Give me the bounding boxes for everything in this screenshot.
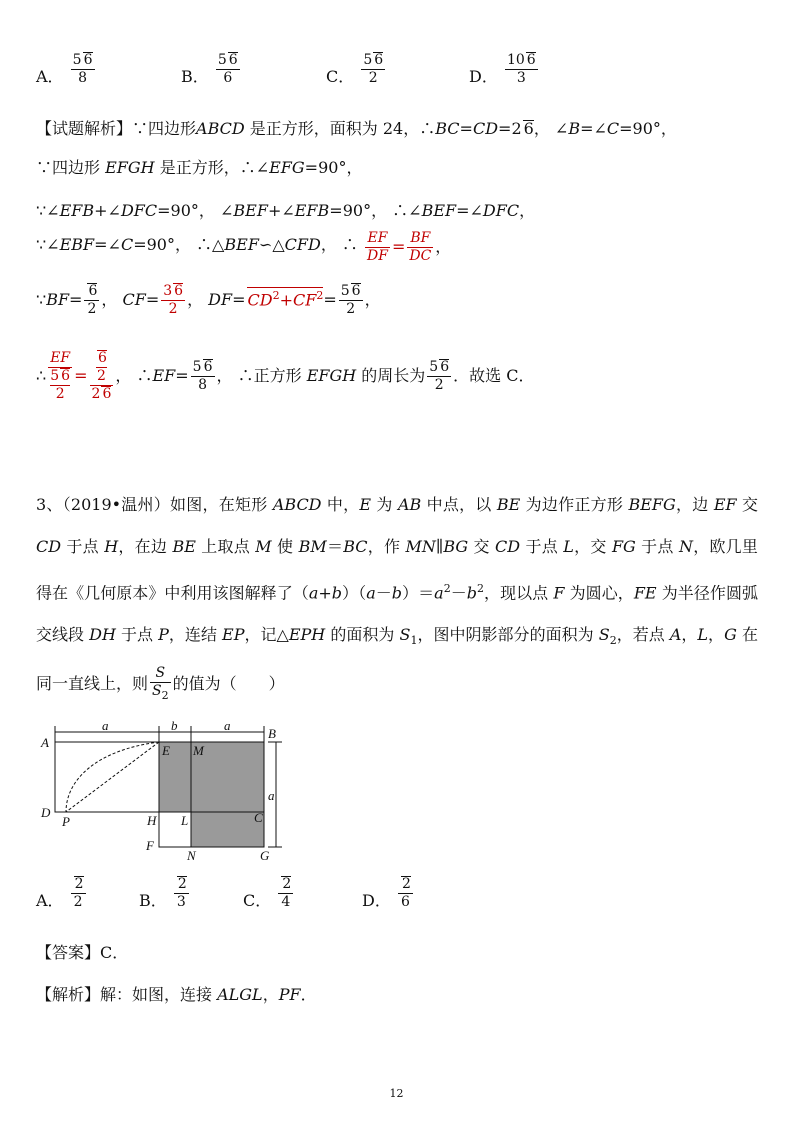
label-dim-a1: a — [102, 720, 109, 733]
answer-line: 【答案】C． — [36, 943, 129, 962]
q3-options — [36, 876, 736, 926]
label-B: B — [268, 726, 276, 741]
geometry-figure — [36, 720, 296, 865]
page-number: 12 — [389, 1087, 404, 1100]
option-b: B． $\frac{5 6}{6}$ — [181, 52, 238, 86]
label-D: D — [41, 805, 51, 820]
solution-line-3: ∵∠EFB+∠DFC=90°， ∠BEF+∠EFB=90°， ∴∠BEF=∠DFC， — [36, 201, 536, 220]
option-d: D． $\frac{10 6}{3}$ — [469, 52, 536, 86]
label-G: G — [260, 848, 270, 863]
label-P: P — [62, 814, 70, 829]
label-E: E — [162, 743, 170, 758]
prev-options — [36, 46, 736, 96]
q3-option-d: D． $\frac{2}{6}$ — [362, 876, 411, 910]
label-M: M — [193, 743, 204, 758]
question-3-text: 3、（2019•温州）如图，在矩形 ABCD 中，E 为 AB 中点，以 BE 为边作正方形 BEFG，边 EF 交 CD 于点 H，在边 BE 上取点 M 使 BM＝BC，作 MN∥BG 交 CD 于点 L，交 FG 于点 N，欧几里得在《几何原本》中利用该图解释了$(a+b)(a-b)=a^2-b^2$，现以点 F 为圆心，FE 为半径作圆弧交线段 DH 于点 P，连结 EP，记△EPH 的面积为 $S_1$，图中阴影部分的面积为 $S_2$，若点 A，L，G 在同一直线上，则 $\frac{S}{S_2}$ 的值为（ ） — [36, 495, 758, 702]
label-L: L — [181, 813, 189, 828]
label-C: C — [254, 810, 263, 825]
solution-line-5: ∵BF= $\frac{6}{2}$ ， CF= $\frac{3 6}{2}$ ， $DF= CD^2+CF^2=$ $\frac{5 6}{2}$ ， — [36, 283, 381, 317]
label-F: F — [146, 838, 154, 853]
solution-line-2: ∵四边形 EFGH 是正方形，∴∠EFG=90°， — [36, 158, 363, 177]
label-dim-b: b — [171, 720, 178, 733]
solution-line-4: ∵∠EBF=∠C=90°， ∴△BEF∽△CFD， ∴ $\frac{EF}{DF}$ = $\frac{BF}{DC}$ ， — [36, 230, 452, 264]
label-H: H — [147, 813, 157, 828]
analysis-line: 【解析】解：如图，连接 ALGL，PF． — [36, 985, 317, 1004]
q3-option-a: A． $\frac{2}{2}$ — [36, 876, 84, 910]
label-A: A — [41, 735, 49, 750]
solution-line-6: ∴ EF 5 6 2 = 6 2 2 6 ， ∴EF= $\frac{5 6}{8}$ ， ∴正方形 EFGH 的周长为 $\frac{5 6}{2}$ ．故选 C． — [36, 350, 535, 402]
segment-ep — [66, 742, 159, 812]
label-dim-a3: a — [268, 788, 275, 803]
option-a: A． $\frac{5 6}{8}$ — [36, 52, 93, 86]
solution-line-1: 【试题解析】∵四边形ABCD 是正方形，面积为 24，∴BC=CD=2 6， ∠B=∠C=90°， — [36, 119, 677, 138]
option-c: C． $\frac{5 6}{2}$ — [326, 52, 384, 86]
label-N: N — [187, 848, 196, 863]
label-dim-a2: a — [224, 720, 231, 733]
q3-option-c: C． $\frac{2}{4}$ — [243, 876, 292, 910]
q3-option-b: B． $\frac{2}{3}$ — [139, 876, 187, 910]
